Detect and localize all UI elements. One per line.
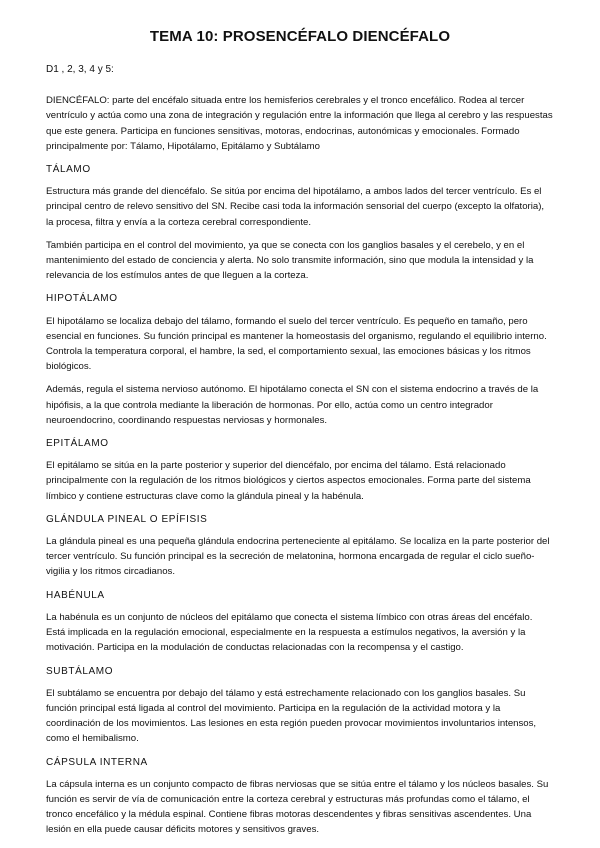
section-paragraph: La cápsula interna es un conjunto compacto de fibras nerviosas que se sitúa entre el tálamo y los núcleos basales. Su función es servir de vía de comunicación entre la corteza cerebral y estructuras más profundas como el tálamo, el tronco encefálico y la médula espinal. Contiene fibras motoras descendentes y fibras sensitivas ascendentes. Una lesión en ella puede causar déficits motores y sensitivos graves. — [46, 778, 549, 836]
section-hipotalamo — [46, 291, 554, 428]
section-heading: EPITÁLAMO — [46, 438, 109, 450]
section-paragraph: Además, regula el sistema nervioso autónomo. El hipotálamo conecta el SN con el sistema endocrino a través de la hipófisis, a la que controla mediante la liberación de hormonas. Por ello, actúa como un centro integrador neuroendocrino, coordinando respuestas nerviosas y hormonales. — [46, 384, 539, 426]
section-glandula-pineal — [46, 512, 554, 580]
section-habenula — [46, 588, 554, 656]
section-heading: HABÉNULA — [46, 589, 105, 601]
section-paragraph: La glándula pineal es una pequeña glándula endocrina perteneciente al epitálamo. Se localiza en la parte posterior del tercer ventrículo. Su función principal es la secreción de melatonina, hormona encargada de regular el ciclo sueño-vigilia y los ritmos circadianos. — [46, 536, 550, 578]
document-title: TEMA 10: PROSENCÉFALO DIENCÉFALO — [149, 28, 451, 45]
section-paragraph: El epitálamo se sitúa en la parte posterior y superior del diencéfalo, por encima del tálamo. Está relacionado principalmente con la regulación de los ritmos biológicos y ciertos aspectos emocionales. Forma parte del sistema límbico y contiene estructuras clave como la glándula pineal y la habénula. — [46, 460, 531, 502]
section-heading: SUBTÁLAMO — [46, 665, 114, 677]
section-heading: HIPOTÁLAMO — [46, 293, 118, 305]
section-epitalamo — [46, 436, 554, 504]
section-paragraph: También participa en el control del movimiento, ya que se conecta con los ganglios basales y el cerebelo, y en el mantenimiento del estado de conciencia y alerta. No solo transmite información, sino que modula la intensidad y la relevancia de los estímulos antes de que lleguen a la corteza. — [46, 239, 534, 282]
section-heading: GLÁNDULA PINEAL O EPÍFISIS — [46, 513, 208, 525]
section-talamo — [46, 162, 554, 283]
section-paragraph: El subtálamo se encuentra por debajo del tálamo y está estrechamente relacionado con los ganglios basales. Su función principal está ligada al control del movimiento. Participa en la regulación de la actividad motora y la coordinación de los movimientos. Las lesiones en esta región pueden provocar movimientos involuntarios intensos, como el hemibalismo. — [46, 687, 537, 745]
section-paragraph: La habénula es un conjunto de núcleos del epitálamo que conecta el sistema límbico con otras áreas del encéfalo. Está implicada en la regulación emocional, especialmente en la respuesta a estímulos negativos, la aversión y la motivación. Participa en la modulación de conductas relacionadas con la recompensa y el castigo. — [46, 611, 533, 654]
section-capsula-interna — [46, 755, 554, 838]
section-subtalamo — [46, 664, 554, 747]
document-subtitle: D1 , 2, 3, 4 y 5: — [46, 64, 114, 75]
section-paragraph: Estructura más grande del diencéfalo. Se sitúa por encima del hipotálamo, a ambos lados del tercer ventrículo. Es el principal centro de relevo sensitivo del SN. Recibe casi toda la información sensorial del cuerpo (excepto la olfatoria), la procesa, filtra y envía a la corteza cerebral correspondiente. — [46, 186, 545, 228]
section-heading: CÁPSULA INTERNA — [46, 756, 148, 768]
intro-paragraph: DIENCÉFALO: parte del encéfalo situada entre los hemisferios cerebrales y el tronco encefálico. Rodea al tercer ventrículo y actúa como una zona de integración y regulación entre la información que llega al cerebro y las respuestas que este genera. Participa en funciones sensitivas, motoras, endocrinas, autonómicas y emocionales. Formado principalmente por: Tálamo, Hipotálamo, Epitálamo y Subtálamo — [46, 95, 553, 152]
section-paragraph: El hipotálamo se localiza debajo del tálamo, formando el suelo del tercer ventrículo. Es pequeño en tamaño, pero esencial en funciones. Su función principal es mantener la homeostasis del organismo, regulando el equilibrio interno. Controla la temperatura corporal, el hambre, la sed, el comportamiento sexual, las emociones básicas y los ritmos biológicos. — [46, 315, 547, 373]
section-heading: TÁLAMO — [46, 164, 91, 176]
